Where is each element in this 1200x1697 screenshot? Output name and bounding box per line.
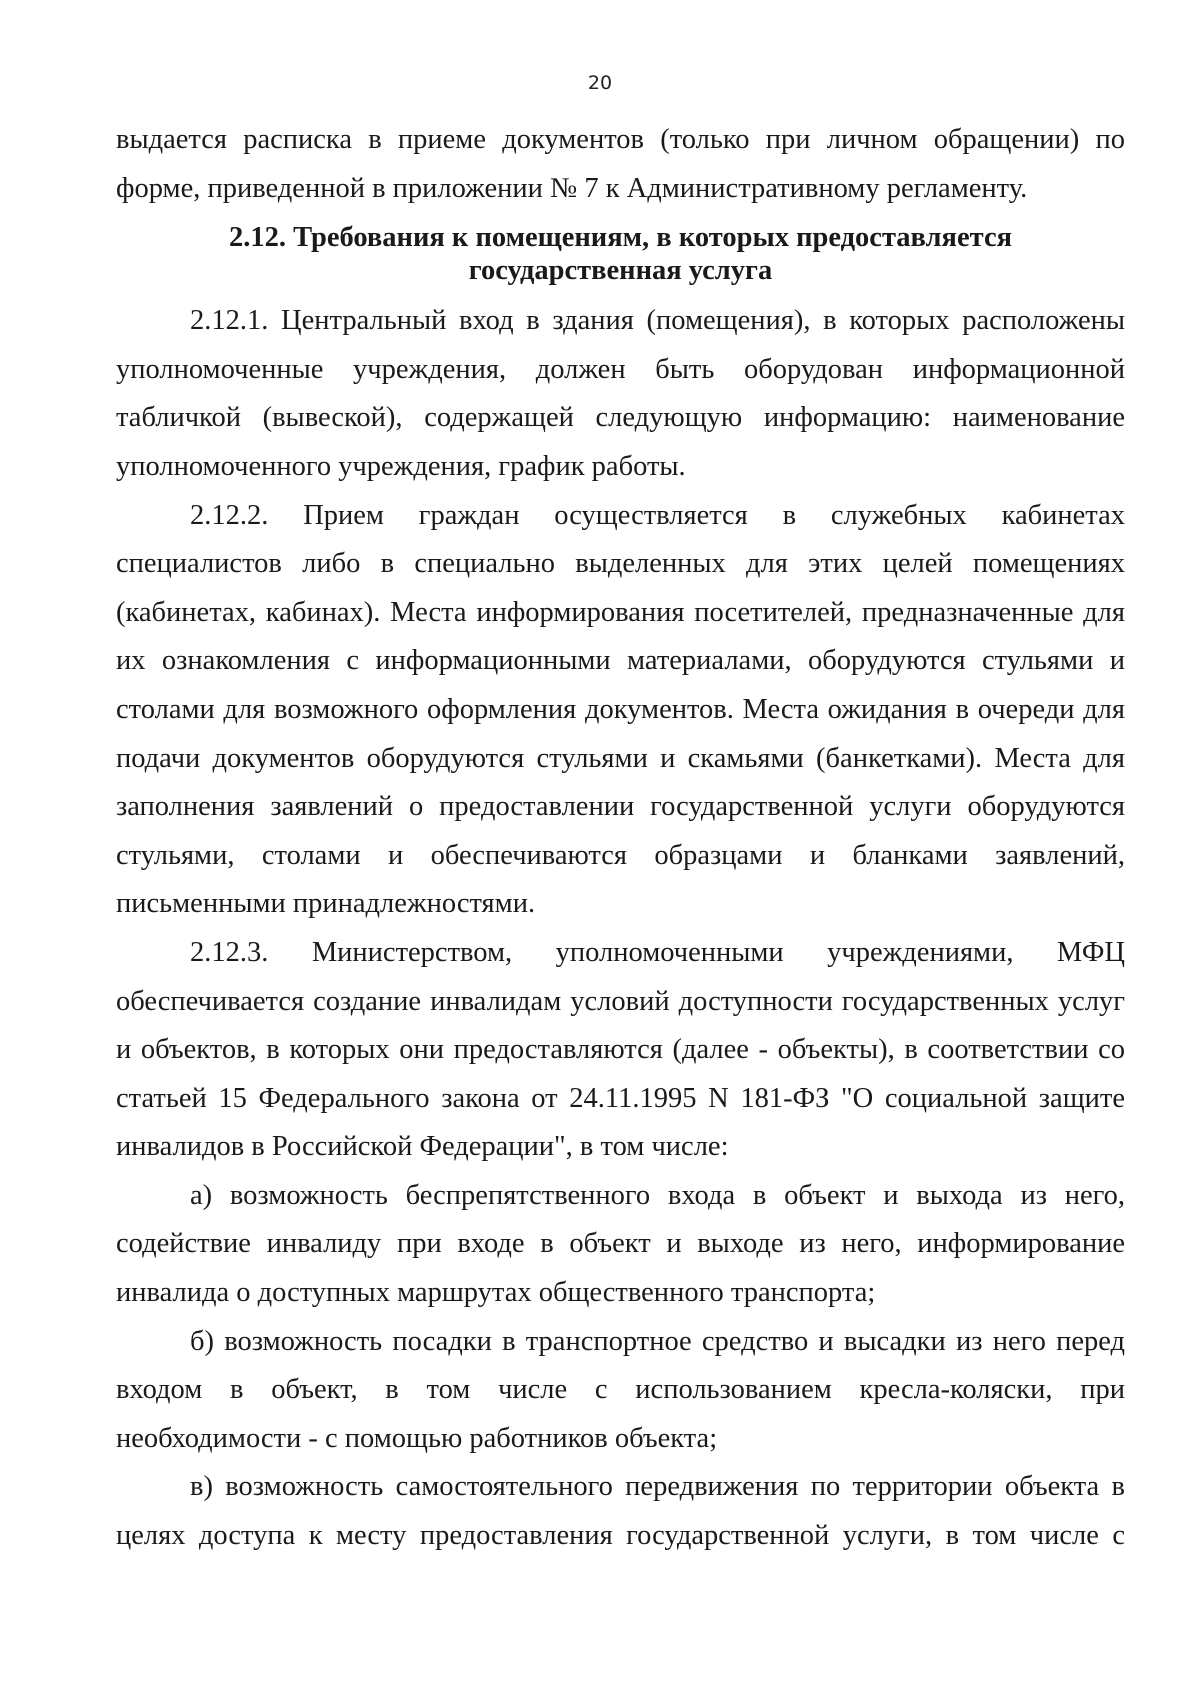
text-line: их ознакомления с информационными материалами, оборудуются стульями и bbox=[116, 645, 1125, 677]
paragraph-2-12-2 bbox=[116, 492, 1125, 929]
text-line: уполномоченного учреждения, график работы. bbox=[116, 450, 686, 482]
text-line: и объектов, в которых они предоставляются (далее - объекты), в соответствии со bbox=[116, 1034, 1125, 1066]
text-line: 2.12.2. Прием граждан осуществляется в служебных кабинетах bbox=[190, 499, 1125, 531]
text-line: в) возможность самостоятельного передвижения по территории объекта в bbox=[190, 1471, 1125, 1503]
section-heading-line: 2.12. Требования к помещениям, в которых предоставляется bbox=[228, 222, 1013, 254]
text-line: выдается расписка в приеме документов (только при личном обращении) по bbox=[116, 124, 1125, 155]
text-line: а) возможность беспрепятственного входа в объект и выхода из него, bbox=[190, 1179, 1125, 1211]
list-item-v bbox=[116, 1463, 1125, 1560]
text-line: письменными принадлежностями. bbox=[116, 888, 536, 920]
list-item-b bbox=[116, 1318, 1125, 1464]
text-line: необходимости - с помощью работников объекта; bbox=[116, 1422, 718, 1454]
text-line: входом в объект, в том числе с использованием кресла-коляски, при bbox=[116, 1374, 1125, 1406]
text-line: б) возможность посадки в транспортное средство и высадки из него перед bbox=[190, 1325, 1125, 1357]
text-line: 2.12.1. Центральный вход в здания (помещения), в которых расположены bbox=[190, 305, 1125, 337]
text-line: инвалидов в Российской Федерации", в том числе: bbox=[116, 1131, 729, 1163]
section-heading bbox=[116, 221, 1125, 287]
list-item-a bbox=[116, 1172, 1125, 1318]
text-line: инвалида о доступных маршрутах общественного транспорта; bbox=[116, 1277, 876, 1309]
text-line: целях доступа к месту предоставления государственной услуги, в том числе с bbox=[116, 1520, 1125, 1552]
section-heading-line: государственная услуга bbox=[468, 255, 773, 287]
paragraph-2-12-3 bbox=[116, 929, 1125, 1172]
page-number: 20 bbox=[587, 72, 613, 94]
text-line: (кабинетах, кабинах). Места информирования посетителей, предназначенные для bbox=[116, 596, 1125, 628]
document-body bbox=[116, 116, 1125, 1561]
text-line: специалистов либо в специально выделенных для этих целей помещениях bbox=[116, 548, 1125, 580]
text-line: табличкой (вывеской), содержащей следующую информацию: наименование bbox=[116, 402, 1125, 434]
text-line: стульями, столами и обеспечиваются образцами и бланками заявлений, bbox=[116, 839, 1125, 871]
text-line: обеспечивается создание инвалидам условий доступности государственных услуг bbox=[116, 985, 1125, 1017]
text-line: статьей 15 Федерального закона от 24.11.1995 N 181-ФЗ "О социальной защите bbox=[116, 1082, 1125, 1114]
text-line: 2.12.3. Министерством, уполномоченными учреждениями, МФЦ bbox=[190, 936, 1125, 968]
text-line: уполномоченные учреждения, должен быть оборудован информационной bbox=[116, 353, 1125, 385]
text-line: содействие инвалиду при входе в объект и выходе из него, информирование bbox=[116, 1228, 1125, 1260]
text-line: заполнения заявлений о предоставлении государственной услуги оборудуются bbox=[116, 791, 1125, 823]
paragraph-2-12-1 bbox=[116, 297, 1125, 491]
text-line: столами для возможного оформления документов. Места ожидания в очереди для bbox=[116, 693, 1125, 725]
text-line: подачи документов оборудуются стульями и скамьями (банкетками). Места для bbox=[116, 742, 1125, 774]
text-line: форме, приведенной в приложении № 7 к Административному регламенту. bbox=[116, 172, 1028, 204]
